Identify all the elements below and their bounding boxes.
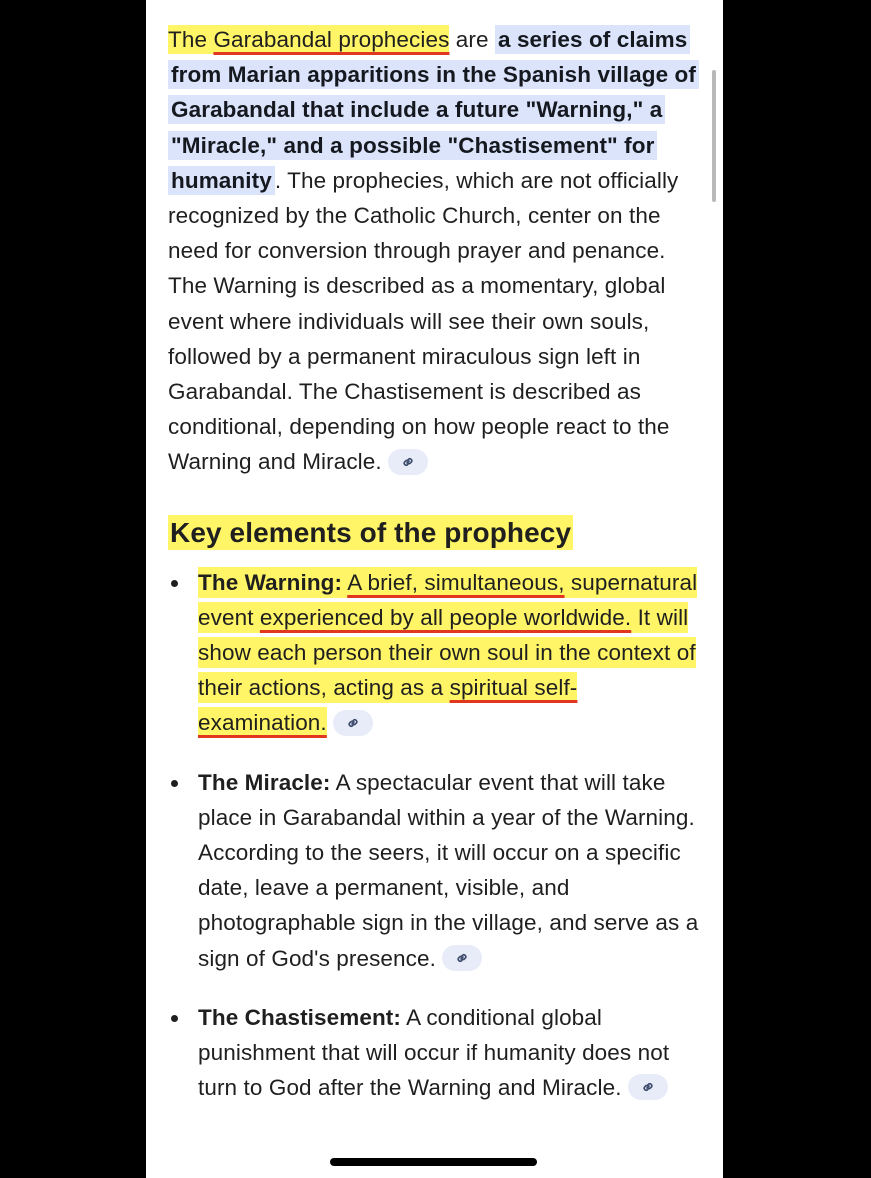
- link-icon: [346, 716, 360, 730]
- list-item-chastisement: [168, 1000, 703, 1106]
- source-link-button[interactable]: [442, 945, 482, 971]
- intro-paragraph: [168, 22, 703, 480]
- list-item-warning: [168, 565, 703, 741]
- intro-subject: Garabandal prophecies: [213, 27, 450, 52]
- miracle-text: A spectacular event that will take place in Garabandal within a year of the Warning. According to the seers, it will occur on a specific date, leave a permanent, visible, and photographable sign in the village, and serve as a sign of God's presence.: [198, 769, 699, 971]
- source-link-button[interactable]: [628, 1074, 668, 1100]
- link-icon: [455, 951, 469, 965]
- chastisement-term: The Chastisement:: [198, 1004, 401, 1030]
- intro-key-highlight: a series of claims from Marian apparitions in the Spanish village of Garabandal that include a future "Warning," a "Miracle," and a possible "Chastisement" for humanity: [168, 25, 699, 195]
- list-item-miracle: [168, 765, 703, 976]
- scrollbar[interactable]: [712, 70, 716, 202]
- source-link-button[interactable]: [388, 449, 428, 475]
- intro-lead: The: [168, 27, 214, 52]
- source-link-button[interactable]: [333, 710, 373, 736]
- warning-part5: spiritual self-examination.: [198, 675, 578, 736]
- ai-overview-page: [146, 0, 723, 1178]
- section-heading: [168, 513, 703, 553]
- warning-part1: A brief, simultaneous,: [347, 569, 565, 595]
- warning-part4: It will show each person their own soul in the context of their actions, acting as a: [198, 604, 696, 701]
- warning-part2: supernatural event: [198, 569, 698, 630]
- link-icon: [641, 1080, 655, 1094]
- prophecy-list: [168, 565, 703, 1106]
- home-indicator[interactable]: [330, 1158, 537, 1166]
- section-heading-text: Key elements of the prophecy: [170, 516, 572, 548]
- intro-rest: . The prophecies, which are not officially recognized by the Catholic Church, center on the need for conversion through prayer and penance. The Warning is described as a momentary, global event where individuals will see their own souls, followed by a permanent miraculous sign left in Garabandal. The Chastisement is described as conditional, depending on how people react to the Warning and Miracle.: [168, 167, 679, 475]
- chastisement-text: A conditional global punishment that will occur if humanity does not turn to God after the Warning and Miracle.: [198, 1004, 670, 1101]
- intro-highlight: [168, 25, 449, 54]
- intro-connector: are: [449, 27, 495, 52]
- warning-term: The Warning:: [198, 569, 343, 595]
- answer-content: [168, 22, 703, 1129]
- miracle-term: The Miracle:: [198, 769, 331, 795]
- warning-part3: experienced by all people worldwide.: [259, 604, 632, 630]
- warning-highlight: [198, 567, 697, 739]
- link-icon: [401, 455, 415, 469]
